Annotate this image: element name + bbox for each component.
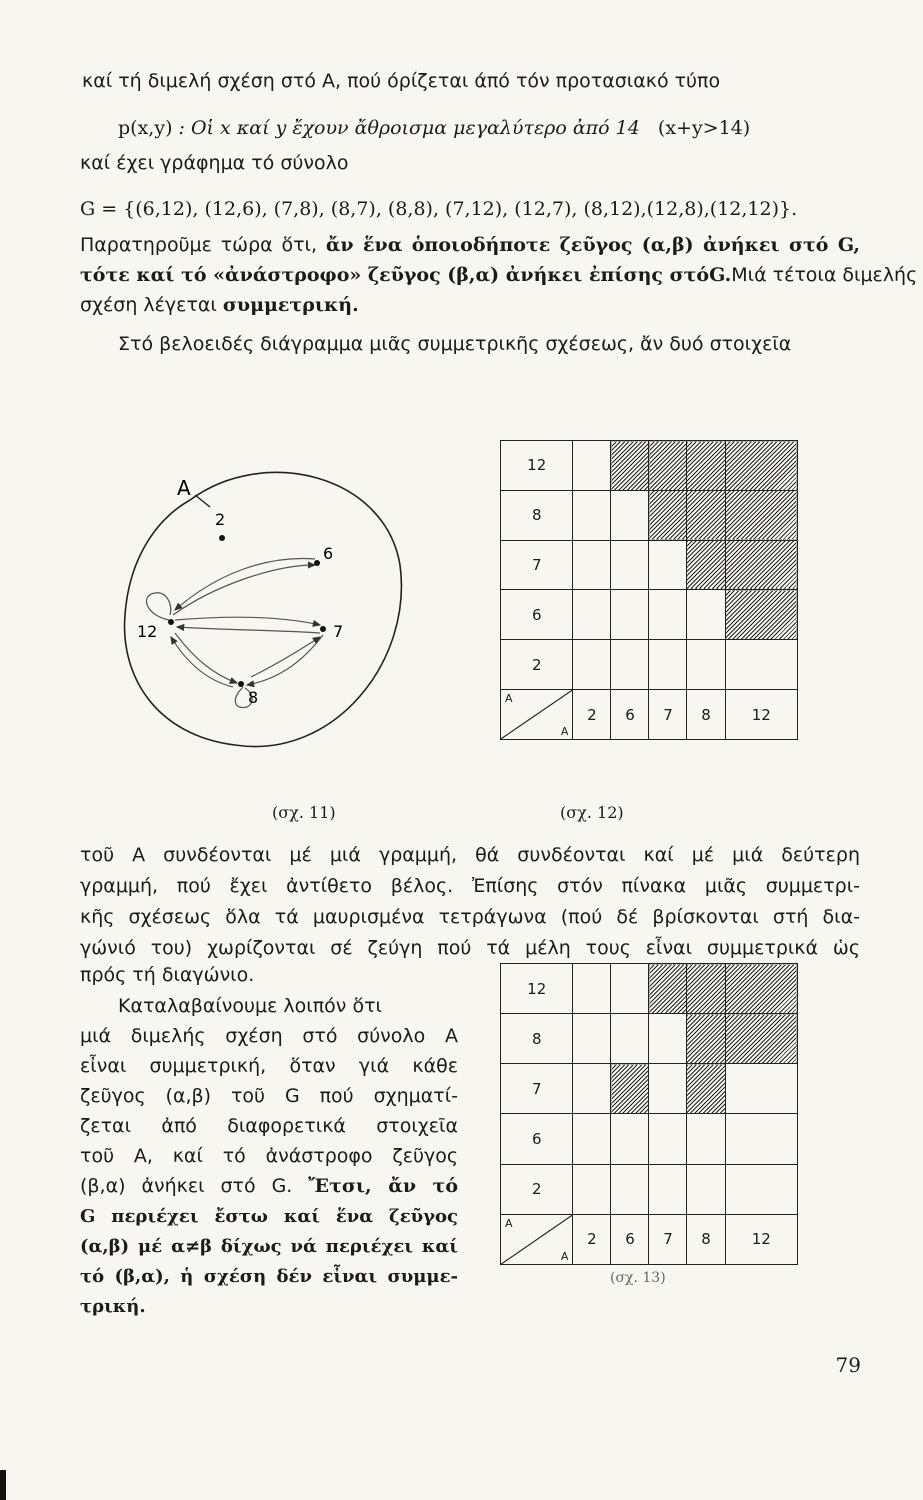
table-cell [687,964,725,1014]
table-cell [687,590,725,640]
label-7: 7 [333,622,344,641]
text-line-5 [80,232,860,259]
table-cell [573,590,611,640]
column-header: 2 [573,1214,611,1264]
table-cell [573,1114,611,1164]
label-2: 2 [215,510,226,529]
table-cell [725,540,798,590]
corner-row-label: Α [505,1216,513,1230]
table-cell [611,1164,649,1214]
text-m1: τοῦ Α συνδέονται μέ μιά γραμμή, θά συνδέονται καί μέ μιά δεύτερη [80,844,860,866]
table-cell [649,1064,687,1114]
table-cell [687,540,725,590]
point-2 [219,535,225,541]
text-b7 [80,1173,458,1200]
table-row [501,1164,798,1214]
text-line-6a: τότε καί τό «ἀνάστροφο» ζεῦγος (β,α) ἀνήκει ἐπίσης στόG. [80,264,732,286]
table-cell [725,640,798,690]
table-row [501,1064,798,1114]
arrow-12-7 [175,617,320,625]
text-line-1: καί τή διμελή σχέση στό Α, πού όρίζεται άπό τόν προτασιακό τύπο [82,70,721,92]
row-header: 8 [501,490,573,540]
caption-figure-11: (σχ. 11) [272,803,336,822]
text-line-6 [80,262,918,289]
table-cell [573,490,611,540]
table-cell [573,1164,611,1214]
column-header: 12 [725,690,798,740]
column-header: 12 [725,1214,798,1264]
table-cell [649,1164,687,1214]
column-header: 8 [687,690,725,740]
row-header: 7 [501,1064,573,1114]
scan-edge-mark [0,1470,6,1500]
text-b6: τοῦ Α, καί τό ἀνάστροφο ζεῦγος [80,1145,458,1167]
text-line-5b: ἄν ἕνα ὁποιοδήποτε ζεῦγος (α,β) ἀνήκει στό G, [325,234,861,256]
table-cell [611,1014,649,1064]
label-12: 12 [137,622,158,641]
text-line-3: καί έχει γράφημα τό σύνολο [80,152,349,174]
table-row [501,640,798,690]
point-6 [314,560,320,566]
set-boundary [125,472,402,746]
text-b7b: Ἔτσι, ἄν τό [308,1175,458,1197]
arrow-7-12 [177,627,320,633]
arrow-diagram-figure-11 [115,455,425,775]
relation-table-figure-13 [500,963,798,1265]
table-cell [725,1114,798,1164]
text-line-2 [118,115,898,142]
table-cell [611,540,649,590]
corner-row-label: Α [505,692,513,706]
set-label: Α [177,476,191,500]
text-b4: ζεῦγος (α,β) τοῦ G πού σχηματί- [80,1085,458,1107]
relation-table-figure-12 [500,440,798,740]
table-row [501,690,798,740]
table-row [501,441,798,491]
table-cell [611,1064,649,1114]
table-cell [687,441,725,491]
text-b5: ζεται ἀπό διαφορετικά στοιχεῖα [80,1115,458,1137]
column-header: 7 [649,690,687,740]
table-cell [611,441,649,491]
arrow-12-6 [173,565,315,615]
point-12 [168,619,174,625]
table-cell [611,590,649,640]
text-line-7 [80,292,860,319]
text-b3: εἶναι συμμετρική, ὅταν γιά κάθε [80,1055,458,1077]
table-cell [573,1014,611,1064]
text-b10: τό (β,α), ἡ σχέση δέν εἶναι συμμε- [80,1266,458,1287]
table-cell [611,640,649,690]
column-header: 7 [649,1214,687,1264]
table-cell [649,540,687,590]
row-header: 6 [501,1114,573,1164]
table-row [501,1014,798,1064]
table-cell [611,490,649,540]
text-b9: (α,β) μέ α≠β δίχως νά περιέχει καί [80,1236,458,1257]
table-cell [573,540,611,590]
table-cell [687,1064,725,1114]
row-header: 12 [501,441,573,491]
label-6: 6 [323,544,334,563]
table-cell [687,1114,725,1164]
set-label-pointer [195,495,210,507]
graph-set-G: G = {(6,12), (12,6), (7,8), (8,7), (8,8), (7,12), (12,7), (8,12),(12,8),(12,12)}. [80,198,798,220]
table-row [501,1214,798,1264]
table-cell [725,590,798,640]
table-corner [501,1214,573,1264]
table-cell [573,441,611,491]
table-cell [649,640,687,690]
text-m5: πρός τή διαγώνιο. [80,964,255,986]
text-b7a: (β,α) ἀνήκει στό G. [80,1175,309,1197]
table-cell [649,1114,687,1164]
table-cell [649,490,687,540]
table-cell [687,490,725,540]
row-header: 2 [501,640,573,690]
table-row [501,490,798,540]
row-header: 8 [501,1014,573,1064]
table-cell [649,590,687,640]
arrow-8-7 [251,637,320,677]
page-number: 79 [835,1353,861,1377]
row-header: 2 [501,1164,573,1214]
text-b1: Καταλαβαίνουμε λοιπόν ὅτι [118,995,382,1017]
column-header: 2 [573,690,611,740]
table-cell [611,964,649,1014]
table-cell [573,964,611,1014]
text-m3: κῆς σχέσεως ὅλα τά μαυρισμένα τετράγωνα (πού δέ βρίσκονται στή δια- [80,906,860,928]
table-cell [573,1064,611,1114]
text-m4: γώνιό του) χωρίζονται σέ ζεύγη πού τά μέλη τους εἶναι συμμετρικά ὡς [80,937,860,959]
row-header: 12 [501,964,573,1014]
corner-col-label: Α [560,725,569,738]
loop-12 [147,593,171,620]
table-cell [687,640,725,690]
text-line-5a: Παρατηροῦμε τώρα ὅτι, [80,234,326,256]
caption-figure-13: (σχ. 13) [610,1270,666,1286]
text-b8: G περιέχει ἔστω καί ἕνα ζεῦγος [80,1206,458,1227]
term-symmetric: συμμετρική. [222,294,359,316]
formula-p: p(x,y) [118,117,173,139]
table-cell [687,1014,725,1064]
table-cell [649,1014,687,1064]
table-cell [725,964,798,1014]
point-7 [320,626,326,632]
formula-statement: : Οἱ x καί y ἔχουν ἄθροισμα μεγαλύτερο ἀπό 14 [172,117,640,139]
column-header: 6 [611,1214,649,1264]
text-line-8: Στό βελοειδές διάγραμμα μιᾶς συμμετρικῆς σχέσεως, ἄν δυό στοιχεῖα [118,333,792,355]
formula-inequality: (x+y>14) [657,117,751,139]
row-header: 7 [501,540,573,590]
corner-col-label: Α [560,1250,569,1263]
text-m2: γραμμή, πού ἔχει ἀντίθετο βέλος. Ἐπίσης στόν πίνακα μιᾶς συμμετρι- [80,875,860,897]
table-row [501,964,798,1014]
table-row [501,590,798,640]
caption-figure-12: (σχ. 12) [560,803,624,822]
point-8 [238,681,244,687]
row-header: 6 [501,590,573,640]
table-cell [725,441,798,491]
column-header: 8 [687,1214,725,1264]
table-corner [501,690,573,740]
table-cell [573,640,611,690]
text-b11: τρική. [80,1296,146,1317]
text-line-6b: Μιά τέτοια διμελής [731,264,918,286]
table-cell [725,490,798,540]
column-header: 6 [611,690,649,740]
table-cell [611,1114,649,1164]
text-line-7a: σχέση λέγεται [80,294,223,316]
label-8: 8 [248,688,259,707]
text-b2: μιά διμελής σχέση στό σύνολο Α [80,1025,458,1047]
table-row [501,540,798,590]
table-cell [687,1164,725,1214]
table-cell [725,1014,798,1064]
table-cell [725,1164,798,1214]
table-cell [649,964,687,1014]
table-cell [649,441,687,491]
table-cell [725,1064,798,1114]
table-row [501,1114,798,1164]
